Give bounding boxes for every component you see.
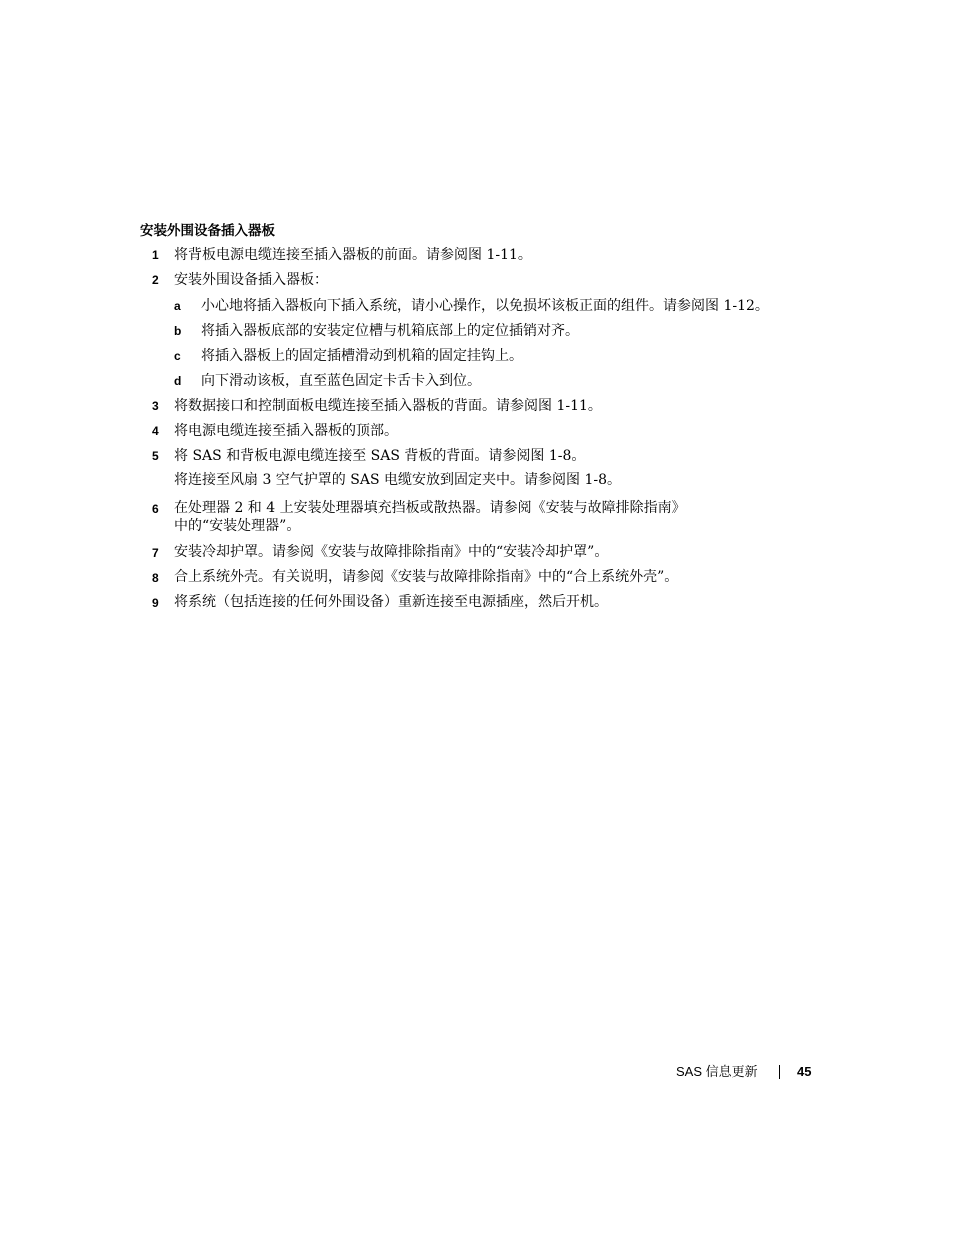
page-number: 45 <box>797 1064 812 1079</box>
step-text: 将数据接口和控制面板电缆连接至插入器板的背面。请参阅图 1-11。 <box>174 398 602 414</box>
substep-text: 将插入器板底部的安装定位槽与机箱底部上的定位插销对齐。 <box>201 323 579 339</box>
step-number: 3 <box>152 399 159 413</box>
step-number: 5 <box>152 449 159 463</box>
step-text: 安装冷却护罩。请参阅《安装与故障排除指南》中的“安装冷却护罩”。 <box>174 544 609 560</box>
step-number: 9 <box>152 596 159 610</box>
step-number: 6 <box>152 502 159 516</box>
substep-text: 向下滑动该板，直至蓝色固定卡舌卡入到位。 <box>201 373 481 389</box>
step-number: 1 <box>152 248 159 262</box>
step-number: 4 <box>152 424 159 438</box>
substep-text: 小心地将插入器板向下插入系统，请小心操作，以免损坏该板正面的组件。请参阅图 1-12。 <box>201 298 769 314</box>
footer-section-title: SAS 信息更新 <box>676 1064 758 1079</box>
step-text: 将系统（包括连接的任何外围设备）重新连接至电源插座，然后开机。 <box>174 594 608 610</box>
section-heading: 安装外围设备插入器板 <box>140 223 275 239</box>
substep-letter: b <box>174 324 182 338</box>
step-text: 将 SAS 和背板电源电缆连接至 SAS 背板的背面。请参阅图 1-8。 <box>174 448 586 464</box>
substep-letter: d <box>174 374 182 388</box>
step-extra-paragraph: 将连接至风扇 3 空气护罩的 SAS 电缆安放到固定夹中。请参阅图 1-8。 <box>174 472 621 488</box>
step-text: 安装外围设备插入器板： <box>174 272 328 288</box>
substep-text: 将插入器板上的固定插槽滑动到机箱的固定挂钩上。 <box>201 348 523 364</box>
step-number: 2 <box>152 273 159 287</box>
step-text-continuation: 中的“安装处理器”。 <box>174 518 301 534</box>
footer-separator <box>779 1065 780 1079</box>
substep-letter: c <box>174 349 181 363</box>
step-text: 合上系统外壳。有关说明，请参阅《安装与故障排除指南》中的“合上系统外壳”。 <box>174 569 679 585</box>
substep-letter: a <box>174 299 181 313</box>
step-number: 7 <box>152 546 159 560</box>
step-text: 在处理器 2 和 4 上安装处理器填充挡板或散热器。请参阅《安装与故障排除指南》 <box>174 500 686 516</box>
step-number: 8 <box>152 571 159 585</box>
step-text: 将电源电缆连接至插入器板的顶部。 <box>174 423 398 439</box>
step-text: 将背板电源电缆连接至插入器板的前面。请参阅图 1-11。 <box>174 247 532 263</box>
